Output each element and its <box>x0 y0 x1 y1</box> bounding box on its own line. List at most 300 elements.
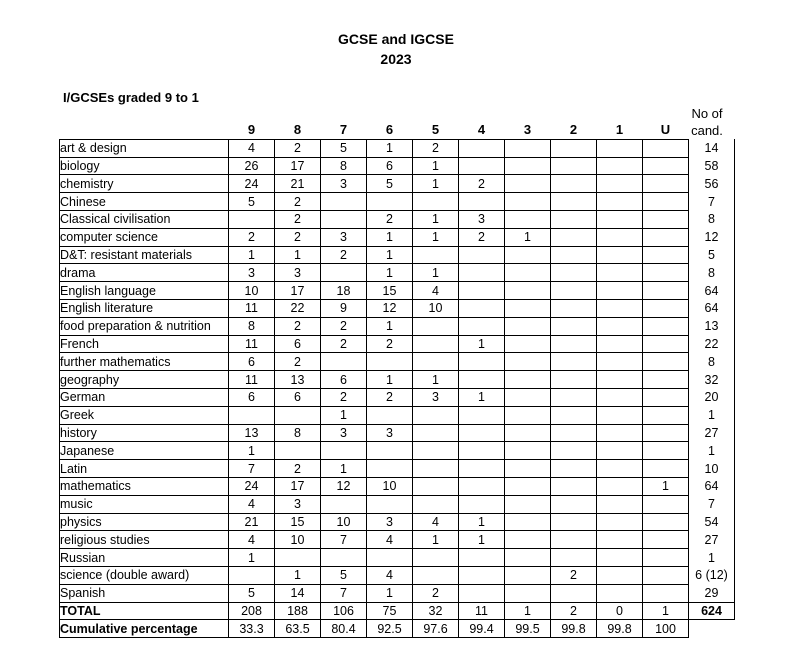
grade-count: 1 <box>459 388 505 406</box>
grade-count <box>321 442 367 460</box>
subject-name: German <box>60 388 229 406</box>
grade-count: 1 <box>367 317 413 335</box>
grade-count: 10 <box>275 531 321 549</box>
candidate-count: 12 <box>689 228 735 246</box>
grade-count <box>321 193 367 211</box>
grade-count: 3 <box>275 264 321 282</box>
grade-count: 1 <box>413 371 459 389</box>
total-count: 2 <box>551 602 597 620</box>
grade-count <box>597 388 643 406</box>
grade-count <box>643 460 689 478</box>
total-count: 106 <box>321 602 367 620</box>
grade-count <box>597 353 643 371</box>
grade-count <box>413 495 459 513</box>
grade-count: 1 <box>413 531 459 549</box>
total-count: 11 <box>459 602 505 620</box>
subject-name: music <box>60 495 229 513</box>
candidate-count: 32 <box>689 371 735 389</box>
cand-label-line1: No of <box>691 106 723 121</box>
grade-count: 4 <box>367 531 413 549</box>
grade-count <box>597 531 643 549</box>
subject-name: Spanish <box>60 584 229 602</box>
grade-count <box>551 388 597 406</box>
grade-count <box>597 139 643 157</box>
grade-count <box>597 193 643 211</box>
grade-count: 5 <box>229 193 275 211</box>
grade-count <box>459 193 505 211</box>
grade-count <box>551 460 597 478</box>
grade-count <box>597 442 643 460</box>
grade-count <box>321 264 367 282</box>
grade-count: 1 <box>229 442 275 460</box>
grade-count <box>275 406 321 424</box>
grade-count: 2 <box>367 388 413 406</box>
grade-count <box>643 388 689 406</box>
grade-count <box>551 228 597 246</box>
grade-count <box>505 175 551 193</box>
grade-count: 4 <box>367 566 413 584</box>
grade-count <box>597 157 643 175</box>
grade-count <box>551 371 597 389</box>
grade-header: 4 <box>477 122 486 138</box>
grade-count <box>459 264 505 282</box>
candidate-count: 1 <box>689 549 735 567</box>
grade-count: 1 <box>229 246 275 264</box>
grade-count: 2 <box>459 175 505 193</box>
grade-count <box>643 246 689 264</box>
grade-count <box>551 282 597 300</box>
grade-count <box>459 299 505 317</box>
grade-count: 1 <box>459 513 505 531</box>
page-title: GCSE and IGCSE <box>338 31 454 47</box>
grade-count: 5 <box>367 175 413 193</box>
grade-count: 21 <box>229 513 275 531</box>
grade-count <box>459 495 505 513</box>
candidate-count: 20 <box>689 388 735 406</box>
grade-count <box>505 246 551 264</box>
subject-name: English language <box>60 282 229 300</box>
grade-count <box>643 175 689 193</box>
grade-header: 5 <box>431 122 440 138</box>
grade-count: 17 <box>275 282 321 300</box>
grade-count <box>505 513 551 531</box>
grade-count <box>229 210 275 228</box>
grade-count: 10 <box>321 513 367 531</box>
cumulative-percentage: 33.3 <box>229 620 275 638</box>
grade-count <box>413 246 459 264</box>
grade-count <box>551 264 597 282</box>
grade-count <box>643 495 689 513</box>
grade-count: 1 <box>367 371 413 389</box>
grade-count <box>551 477 597 495</box>
grade-count: 17 <box>275 157 321 175</box>
cumulative-percentage: 97.6 <box>413 620 459 638</box>
candidate-count: 27 <box>689 531 735 549</box>
subject-name: Japanese <box>60 442 229 460</box>
grade-count <box>505 282 551 300</box>
grade-count <box>505 371 551 389</box>
grade-count <box>459 282 505 300</box>
grade-count <box>505 193 551 211</box>
candidate-count: 1 <box>689 406 735 424</box>
grade-count: 3 <box>367 424 413 442</box>
grade-count <box>551 299 597 317</box>
candidate-count: 1 <box>689 442 735 460</box>
total-label: TOTAL <box>60 602 229 620</box>
grade-count <box>321 210 367 228</box>
grade-count: 7 <box>321 584 367 602</box>
header-blank <box>689 122 735 139</box>
grade-count: 6 <box>275 388 321 406</box>
grade-count <box>505 424 551 442</box>
grade-count <box>597 460 643 478</box>
grade-count: 26 <box>229 157 275 175</box>
grade-count: 3 <box>413 388 459 406</box>
grade-count: 3 <box>459 210 505 228</box>
grade-count <box>505 549 551 567</box>
grade-count: 9 <box>321 299 367 317</box>
cumulative-blank <box>689 620 735 638</box>
subject-name: physics <box>60 513 229 531</box>
candidate-count: 8 <box>689 353 735 371</box>
total-count: 208 <box>229 602 275 620</box>
grade-count: 2 <box>275 193 321 211</box>
candidate-count: 10 <box>689 460 735 478</box>
grade-count: 1 <box>459 335 505 353</box>
table-row <box>60 299 735 317</box>
subject-name: computer science <box>60 228 229 246</box>
grade-count: 2 <box>459 228 505 246</box>
grade-count <box>551 193 597 211</box>
grade-count <box>597 477 643 495</box>
grade-count: 13 <box>229 424 275 442</box>
grade-count: 6 <box>229 353 275 371</box>
grade-count <box>459 353 505 371</box>
grade-count: 2 <box>275 210 321 228</box>
grade-count: 24 <box>229 175 275 193</box>
subject-name: Chinese <box>60 193 229 211</box>
candidate-count: 13 <box>689 317 735 335</box>
grade-count <box>597 549 643 567</box>
grade-count: 1 <box>275 246 321 264</box>
results-table <box>59 122 735 638</box>
grade-count <box>551 175 597 193</box>
grade-count: 2 <box>275 317 321 335</box>
total-count: 1 <box>643 602 689 620</box>
table-row <box>60 210 735 228</box>
grade-count: 5 <box>229 584 275 602</box>
total-row <box>60 602 735 620</box>
total-count: 1 <box>505 602 551 620</box>
grade-count: 2 <box>367 210 413 228</box>
grade-count <box>229 566 275 584</box>
grade-count: 4 <box>229 531 275 549</box>
grade-count <box>367 549 413 567</box>
grade-count: 12 <box>321 477 367 495</box>
grade-count: 1 <box>367 584 413 602</box>
grade-header: 3 <box>523 122 532 138</box>
grade-header: 8 <box>293 122 302 138</box>
grade-count: 2 <box>367 335 413 353</box>
candidate-count: 7 <box>689 193 735 211</box>
grade-count <box>459 549 505 567</box>
grade-count <box>505 210 551 228</box>
grade-count: 2 <box>321 388 367 406</box>
grade-count: 15 <box>275 513 321 531</box>
table-row <box>60 193 735 211</box>
candidate-count: 8 <box>689 264 735 282</box>
cumulative-percentage: 92.5 <box>367 620 413 638</box>
grade-count: 3 <box>321 228 367 246</box>
subject-name: chemistry <box>60 175 229 193</box>
grade-count <box>459 406 505 424</box>
table-row <box>60 442 735 460</box>
grade-count: 1 <box>367 246 413 264</box>
grade-count: 2 <box>551 566 597 584</box>
grade-count <box>505 477 551 495</box>
grade-count: 1 <box>321 406 367 424</box>
grade-count: 1 <box>413 228 459 246</box>
table-row <box>60 317 735 335</box>
grade-count: 2 <box>275 139 321 157</box>
grade-count <box>643 335 689 353</box>
grade-count: 8 <box>229 317 275 335</box>
grade-count: 5 <box>321 566 367 584</box>
header-blank <box>60 122 229 139</box>
grade-header: U <box>660 122 671 138</box>
grade-count <box>643 406 689 424</box>
grade-count: 11 <box>229 299 275 317</box>
grade-count <box>367 406 413 424</box>
subject-name: biology <box>60 157 229 175</box>
table-row <box>60 424 735 442</box>
grade-count <box>551 246 597 264</box>
table-row <box>60 175 735 193</box>
grade-header: 6 <box>385 122 394 138</box>
grade-count <box>597 335 643 353</box>
grade-header-row <box>60 122 735 139</box>
grade-count <box>643 531 689 549</box>
grade-count: 10 <box>413 299 459 317</box>
table-row <box>60 549 735 567</box>
grade-count <box>643 424 689 442</box>
cumulative-percentage: 99.4 <box>459 620 505 638</box>
grade-count: 1 <box>367 264 413 282</box>
candidate-count: 8 <box>689 210 735 228</box>
grade-count <box>459 424 505 442</box>
subject-name: further mathematics <box>60 353 229 371</box>
table-row <box>60 139 735 157</box>
subject-name: Latin <box>60 460 229 478</box>
grade-count <box>505 335 551 353</box>
grade-count <box>413 549 459 567</box>
grade-count <box>597 299 643 317</box>
candidate-count: 56 <box>689 175 735 193</box>
grade-count <box>413 353 459 371</box>
grade-count <box>275 442 321 460</box>
grade-count <box>505 353 551 371</box>
grade-count: 1 <box>367 139 413 157</box>
grade-count <box>551 353 597 371</box>
grade-count: 10 <box>367 477 413 495</box>
grade-count <box>643 442 689 460</box>
subject-name: history <box>60 424 229 442</box>
table-row <box>60 406 735 424</box>
grade-count <box>643 139 689 157</box>
grade-count <box>643 584 689 602</box>
grade-count <box>459 566 505 584</box>
grade-count <box>643 282 689 300</box>
grade-count <box>459 371 505 389</box>
grade-count <box>459 584 505 602</box>
cumulative-percentage: 80.4 <box>321 620 367 638</box>
candidate-count: 29 <box>689 584 735 602</box>
grade-count: 2 <box>275 460 321 478</box>
candidate-count: 64 <box>689 299 735 317</box>
grade-count <box>505 442 551 460</box>
grade-count <box>367 193 413 211</box>
candidate-count: 27 <box>689 424 735 442</box>
grade-header: 2 <box>569 122 578 138</box>
table-row <box>60 282 735 300</box>
grade-count <box>505 139 551 157</box>
grade-count <box>413 317 459 335</box>
grade-count: 2 <box>229 228 275 246</box>
grade-count <box>597 246 643 264</box>
grade-count: 2 <box>413 584 459 602</box>
grade-count: 21 <box>275 175 321 193</box>
total-count: 188 <box>275 602 321 620</box>
grade-count: 8 <box>321 157 367 175</box>
grade-count: 2 <box>275 228 321 246</box>
grade-count <box>229 406 275 424</box>
candidate-count: 5 <box>689 246 735 264</box>
grade-count <box>551 424 597 442</box>
table-row <box>60 353 735 371</box>
grade-count: 22 <box>275 299 321 317</box>
grade-count <box>459 317 505 335</box>
candidate-count: 64 <box>689 282 735 300</box>
grade-count <box>643 299 689 317</box>
grade-count <box>459 460 505 478</box>
grade-count: 5 <box>321 139 367 157</box>
grade-count <box>597 406 643 424</box>
table-row <box>60 264 735 282</box>
grade-header: 1 <box>615 122 624 138</box>
grade-count: 14 <box>275 584 321 602</box>
subject-name: art & design <box>60 139 229 157</box>
grade-count <box>413 406 459 424</box>
total-count: 32 <box>413 602 459 620</box>
grade-count <box>367 353 413 371</box>
grade-count: 3 <box>321 424 367 442</box>
grade-header: 7 <box>339 122 348 138</box>
grade-count: 2 <box>275 353 321 371</box>
grade-count: 24 <box>229 477 275 495</box>
grade-count: 10 <box>229 282 275 300</box>
grade-count <box>597 371 643 389</box>
grade-count <box>643 317 689 335</box>
grade-count <box>551 139 597 157</box>
grade-count: 2 <box>321 246 367 264</box>
grade-count <box>275 549 321 567</box>
grade-count: 4 <box>229 495 275 513</box>
grade-count: 1 <box>413 157 459 175</box>
table-row <box>60 388 735 406</box>
grade-count <box>643 210 689 228</box>
grade-count <box>643 371 689 389</box>
grade-count: 1 <box>643 477 689 495</box>
candidate-count: 6 (12) <box>689 566 735 584</box>
subject-name: D&T: resistant materials <box>60 246 229 264</box>
subject-name: religious studies <box>60 531 229 549</box>
subject-name: Russian <box>60 549 229 567</box>
cumulative-label: Cumulative percentage <box>60 620 229 638</box>
grade-count <box>551 335 597 353</box>
grade-count <box>459 157 505 175</box>
grade-count <box>413 193 459 211</box>
grade-count: 1 <box>367 228 413 246</box>
grade-count <box>597 264 643 282</box>
grade-count <box>413 477 459 495</box>
subject-name: mathematics <box>60 477 229 495</box>
grade-count: 3 <box>229 264 275 282</box>
grade-count <box>413 442 459 460</box>
grade-count: 2 <box>413 139 459 157</box>
grade-count: 12 <box>367 299 413 317</box>
table-row <box>60 460 735 478</box>
grade-count: 7 <box>321 531 367 549</box>
candidate-count: 54 <box>689 513 735 531</box>
cumulative-percentage: 100 <box>643 620 689 638</box>
subject-name: science (double award) <box>60 566 229 584</box>
grade-count: 1 <box>321 460 367 478</box>
grade-count <box>505 584 551 602</box>
grade-count <box>643 157 689 175</box>
grade-count <box>597 317 643 335</box>
table-row <box>60 531 735 549</box>
subject-name: food preparation & nutrition <box>60 317 229 335</box>
grade-count <box>551 531 597 549</box>
grade-count: 1 <box>413 210 459 228</box>
grade-count: 6 <box>229 388 275 406</box>
grade-count: 1 <box>275 566 321 584</box>
grade-count <box>413 566 459 584</box>
grade-count <box>643 193 689 211</box>
grade-count <box>551 495 597 513</box>
grade-count: 1 <box>413 264 459 282</box>
subject-name: French <box>60 335 229 353</box>
grade-count <box>459 139 505 157</box>
grade-count <box>459 246 505 264</box>
grade-count <box>643 353 689 371</box>
subject-name: geography <box>60 371 229 389</box>
grade-count <box>643 549 689 567</box>
grade-count <box>505 566 551 584</box>
grade-count <box>505 460 551 478</box>
grade-header: 9 <box>247 122 256 138</box>
table-row <box>60 157 735 175</box>
grade-count <box>597 495 643 513</box>
grade-count <box>597 282 643 300</box>
table-row <box>60 228 735 246</box>
grade-count <box>413 460 459 478</box>
grade-count <box>643 513 689 531</box>
grade-count <box>551 442 597 460</box>
grade-count: 11 <box>229 335 275 353</box>
grade-count <box>505 299 551 317</box>
table-row <box>60 513 735 531</box>
